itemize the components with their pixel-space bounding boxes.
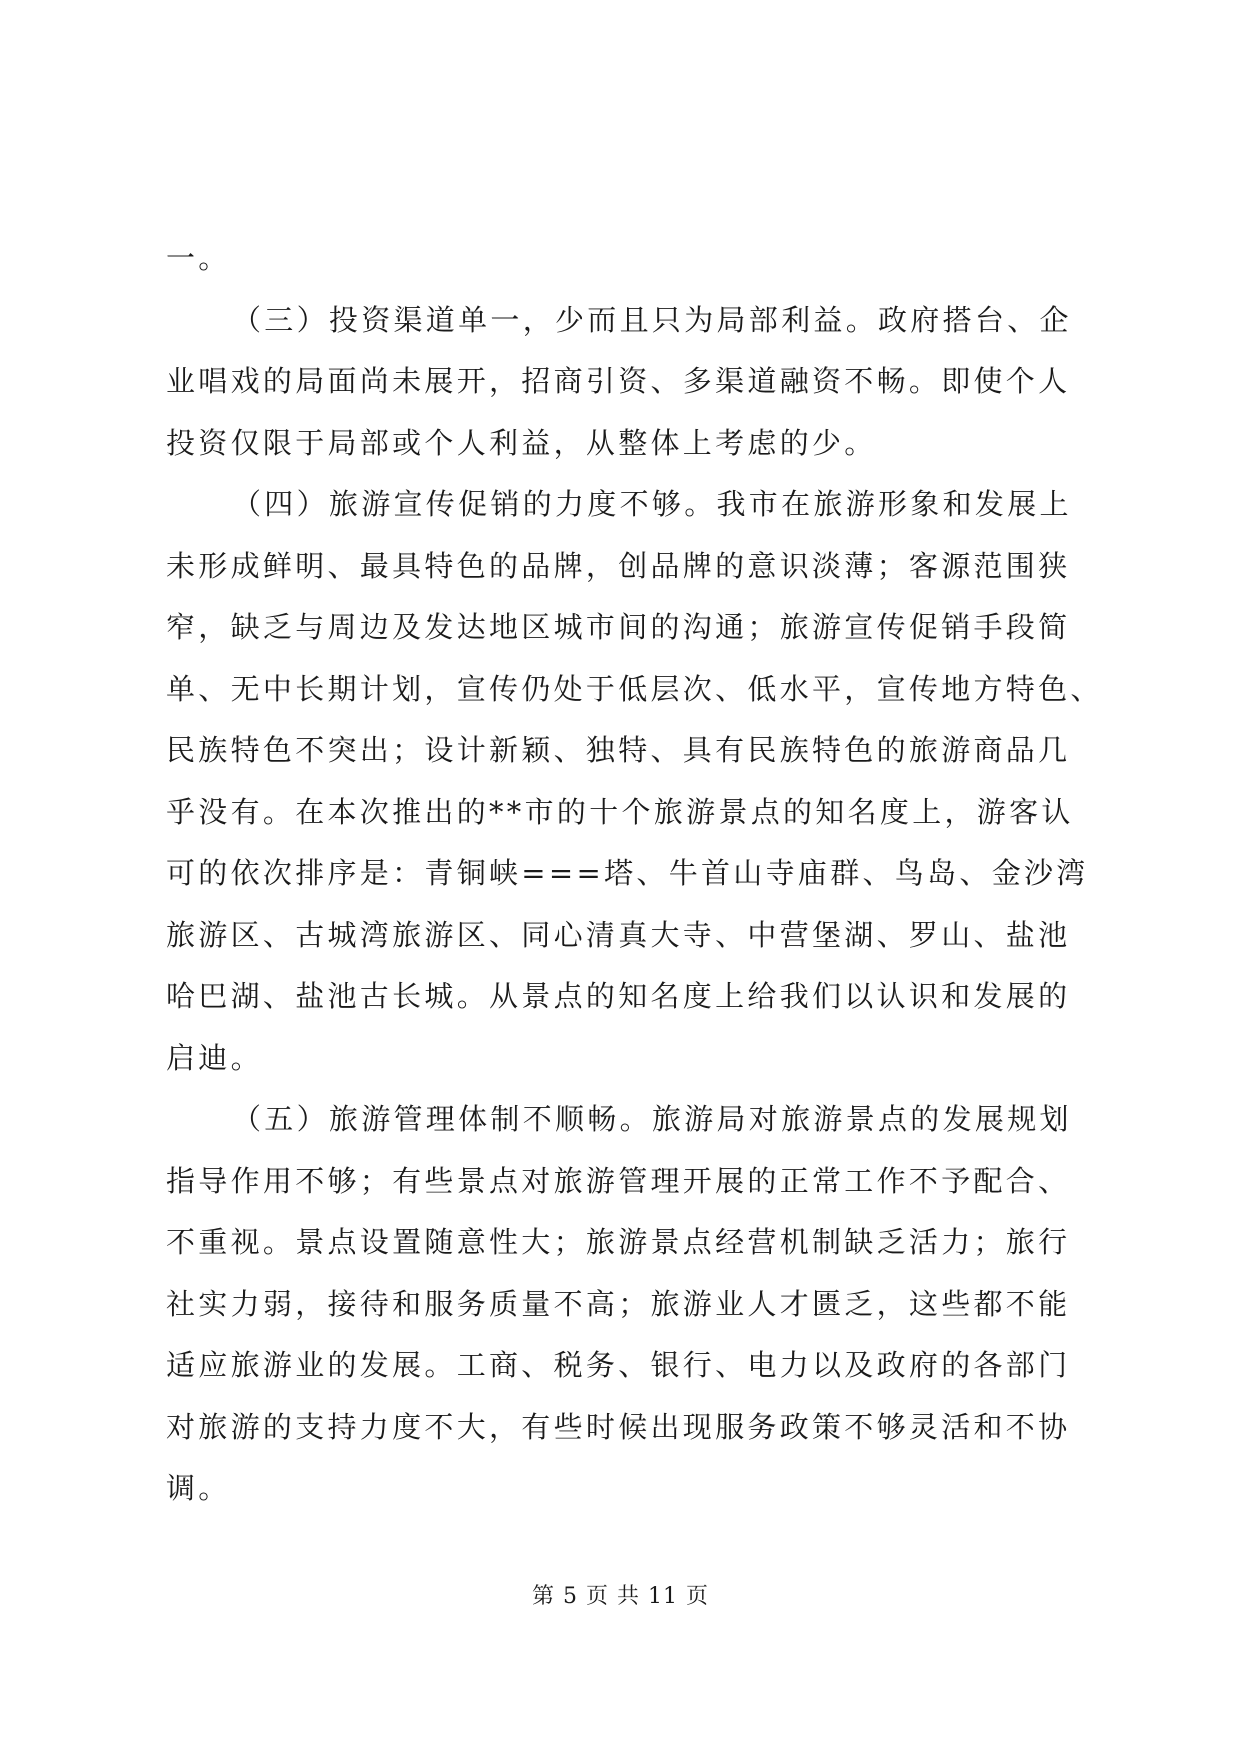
- text-line: 哈巴湖、盐池古长城。从景点的知名度上给我们以认识和发展的: [166, 979, 1071, 1013]
- document-body: [166, 228, 1103, 1520]
- text-line: 投资仅限于局部或个人利益，从整体上考虑的少。: [166, 425, 877, 460]
- text-line: 未形成鲜明、最具特色的品牌，创品牌的意识淡薄；客源范围狭: [166, 548, 1071, 583]
- text-line: 单、无中长期计划，宣传仍处于低层次、低水平，宣传地方特色、: [166, 671, 1103, 706]
- text-line: 业唱戏的局面尚未展开，招商引资、多渠道融资不畅。即使个人: [166, 364, 1071, 398]
- paragraph-5-heading-line: （五）旅游管理体制不顺畅。旅游局对旅游景点的发展规划: [232, 1102, 1072, 1136]
- text-line: 社实力弱，接待和服务质量不高；旅游业人才匮乏，这些都不能: [166, 1286, 1071, 1321]
- text-line: 可的依次排序是：青铜峡===塔、牛首山寺庙群、鸟岛、金沙湾: [166, 856, 1089, 890]
- text-line: 启迪。: [166, 1040, 263, 1075]
- text-line: 对旅游的支持力度不大，有些时候出现服务政策不够灵活和不协: [166, 1409, 1071, 1444]
- paragraph-3-heading-line: （三）投资渠道单一，少而且只为局部利益。政府搭台、企: [232, 302, 1072, 337]
- text-line: 调。: [166, 1471, 231, 1505]
- text-line: 旅游区、古城湾旅游区、同心清真大寺、中营堡湖、罗山、盐池: [166, 917, 1071, 952]
- text-line: 民族特色不突出；设计新颖、独特、具有民族特色的旅游商品几: [166, 733, 1071, 767]
- text-line: 一。: [166, 241, 231, 275]
- text-line: 适应旅游业的发展。工商、税务、银行、电力以及政府的各部门: [166, 1348, 1071, 1382]
- paragraph-4-heading-line: （四）旅游宣传促销的力度不够。我市在旅游形象和发展上: [232, 487, 1072, 521]
- text-line: 窄，缺乏与周边及发达地区城市间的沟通；旅游宣传促销手段简: [166, 610, 1071, 644]
- text-line: 乎没有。在本次推出的**市的十个旅游景点的知名度上，游客认: [166, 794, 1074, 829]
- text-line: 指导作用不够；有些景点对旅游管理开展的正常工作不予配合、: [166, 1163, 1071, 1198]
- text-line: 不重视。景点设置随意性大；旅游景点经营机制缺乏活力；旅行: [166, 1225, 1071, 1259]
- page-number-footer: 第 5 页 共 11 页: [532, 1584, 709, 1609]
